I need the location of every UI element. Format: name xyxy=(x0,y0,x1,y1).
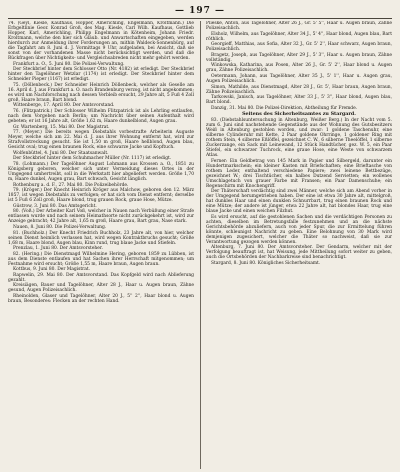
text-paragraph: Prenzlau, 1. Juni 80. Der Amtsvorsteher. xyxy=(13,246,103,252)
two-column-body xyxy=(8,21,392,469)
text-paragraph: Der Thäterschaft verdächtig sind zwei Männer, welche sich am Abend vorher in der Umgegend herumgetrieben haben. Der eine ist etwa 30 Jahre alt, mittelgroß, hat dunkles Haar und einen dunklen Schnurrbart, trug einen braunen Rock und eine Mütze; der andere ist jünger, etwa 22 Jahre alt, hat blondes Haar, trug eine blaue Jacke und einen weichen Filzhut. xyxy=(206,189,392,215)
text-paragraph: Gr. Wartenberg, 15. Mai 80. Der Magistrat. xyxy=(13,124,110,130)
page-number: — 197 — xyxy=(174,6,226,16)
text-paragraph: Wolfenbüttel, 4. Juni 80. Der Staatsanwalt. xyxy=(13,150,109,156)
text-paragraph: 74. (Geyl, Kiesle, Kaufhaus, Hopper, Americhling, Engelmann, Kroltmann.) Die Erbgeltlinie Geor. Konrad Groß, des Mag. Kiesle, Carl Wilh. Kaufhaus, Gottlieb Hopper, Karl, Americhling, Philipp Engelmann in Kötenheim, Johann Friedr. Kroltmann, welche den hier sich Gläub. und Anwartschaften eingegeben, werden hierdurch zur Anmeldung ihrer Forderungen an, mithin Waldeck-Sonnenbürg, auf die Tagfahrt am 8. Juni d. J. Vormittags 9 Uhr, aufgeladen, bei Ansicht, daß sie sonst von der vorhandenen Masse nicht berücksichtigt werden, und daß die Rückfragen über Nichtigkeits- und Vergleichsabreden nicht mehr gehört werden. xyxy=(8,21,194,61)
text-paragraph: Georgieff, Matthias, aus Sofia, Alter 32 J., Gr. 5' 2'', Haar schwarz, Augen braun, Polizeisachlich. xyxy=(206,42,392,53)
text-paragraph: Simon, Mathilde, aus Dienstmagd, Alter 28 J., Gr. 5', Haar braun, Augen braun, Zähne Polizeisachlich. xyxy=(206,84,392,95)
section-heading: Seitens des Sicherheitsamtes zu Stargard. xyxy=(242,110,356,117)
text-paragraph: 80. (Voß.) Der Arbeiter Karl Voß, welcher in Nauen nach Verbüßung einer Strafe entlassen wurde und nach seinem Heimathsorte nicht zurückgekehrt ist, wird zur Anzeige gebracht; 42 Jahre alt, 1,65 m groß, Haare grau, Bart grau, Nase stark. xyxy=(8,209,194,225)
text-paragraph: Nauen, 8. Juni 80. Die Polizei-Verwaltung. xyxy=(13,224,107,230)
text-paragraph: Stargard, 8. Juni 80. Königliches Sicherheitsamt. xyxy=(211,260,321,266)
text-paragraph: Elsholz, Wilhelm, aus Tagelöhner, Alter 34 J., 5' 4'', Haar blond, Augen blau, Bart röthlich. xyxy=(206,31,392,42)
text-paragraph: 81. (Buchholz.) Der Knecht Friedrich Buchholz, 23 Jahre alt, von hier, welcher seinen Dienst heimlich verlassen hat, wird wegen Kontraktbruchs gesucht; Größe 1,68 m, Haare blond, Augen blau, Kinn rund, trug blaue Jacke und Stiefeln. xyxy=(8,230,194,246)
text-paragraph: Oetermann, Johann, aus Tagelöhner, Alter 35 J., 5' 1'', Haar u. Augen grau, Augen Polizeisachlich. xyxy=(206,73,392,84)
left-column xyxy=(8,21,194,469)
text-paragraph: Kreisiägen, Bauer und Tagelöhner, Alter 28 J., Haar u. Augen braun, Zähne gesund, Augen Polizeisachlich. xyxy=(8,283,194,294)
text-paragraph: 82. (Hering.) Die Dienstmagd Wilhelmine Hering, geboren 1859 zu Lübben, ist aus dem Dienste entlaufen und hat Sachen ihrer Herrschaft mitgenommen; um Festnahme wird ersucht; Größe 1,55 m, Haare braun, Augen braun. xyxy=(8,251,194,267)
text-paragraph: 76. (Flitzpatrick.) Der Schlosser Wilhelm Flitzpatrick ist als Lehrling entlaufen, nach dem Vorgeben nach Berlin; um Nachricht über seinen Aufenthalt wird gebeten; er ist 16 Jahre alt, Größe 1,62 m, Haare dunkelblond, Augen grau. xyxy=(8,108,194,124)
text-paragraph: Rheinolden, Glaser und Tagelöhner, Alter 20 J., 5'' 2'', Haar blond u. Augen braun, Besonderes: Flecken an der rechten Hand. xyxy=(8,294,194,305)
text-paragraph: Altenburg, 7. Juni 80. Der Amtsvorsteher. Der Gendarm, welcher mit der Verfolgung beauftragt ist, hat Weisung, jede Mittheilung sofort weiter zu geben, auch die Ortsbehörden der Nachbarkreise sind benachrichtigt. xyxy=(206,245,392,261)
text-paragraph: 75. (Döllenbeck.) Der Schneider Heinrich Döllenbeck, welcher als Geselle am 16. April d. J. aus Frankfurt a. O. nach Brandenburg verzog, ist nicht angekommen; es wird um Nachforschung nach dessen Verbleib ersucht, 29 Jahre alt, 5 Fuß 4 Zoll groß, Haare braun, Bart blond. xyxy=(8,82,194,103)
text-paragraph: Wittenberge, 17. April 80. Der Amtsvorstand. xyxy=(13,103,115,109)
header-rule xyxy=(8,18,392,19)
text-paragraph: Kottbus, 9. Juni 80. Der Magistrat. xyxy=(13,267,91,273)
column-divider xyxy=(200,21,201,469)
text-paragraph: 79. (Kröger.) Der Knecht Heinrich Kröger aus Malchow, geboren den 12. März 1857, ist wegen Diebstahls zu verfolgen; er hat sich vom Dienst entfernt; derselbe ist 5 Fuß 6 Zoll groß, Haare blond, trug grauen Rock, graue Hose, Mütze. xyxy=(8,188,194,204)
text-paragraph: Ferner: Ein Geldbetrag von 145 Mark in Papier und Silbergeld, darunter ein Hundertmarkschein; ein kleiner Kasten mit Briefschaften; eine Brieftasche von rothem Leder, enthaltend verschiedene Papiere; zwei leinene Bettbezüge, gezeichnet W.; drei Tischtücher, ein halbes Dutzend Servietten; ein wollenes Umschlagetuch von grauer Farbe mit Fransen; ein Paar Damenschuhe; ein Regenschirm mit Knochengriff. xyxy=(206,158,392,189)
text-paragraph: Es wird ersucht, auf die gestohlenen Sachen und die verdächtigen Personen zu achten, dieselben im Betretungsfalle festzunehmen und an die nächste Gerichtsbehörde abzuliefern, auch von jeder Spur, die zur Ermittelung führen könnte, schleunigst Nachricht zu geben. Eine Belohnung von 30 Mark wird demjenigen zugesichert, welcher die Thäter so nachweist, daß sie zur Verantwortung gezogen werden können. xyxy=(206,214,392,245)
text-paragraph: 78. (Lohmann.) Der Tagelöhner August Lohmann aus Krossen a. O., 1851 zu Königsberg geboren, welcher sich unter Vermeidung dieses Ortes in der Umgegend umhertreibt, soll in die Werkstatt hier abgeliefert werden. Größe 1,70 m, Haare dunkel, Augen grau, Bart schwach, Gesicht länglich. xyxy=(8,161,194,182)
text-paragraph: Bragetz, Joseph, aus Tagelöhner, Alter 29 J., 5' 3'', Haar u. Augen braun, Zähne vollständig. xyxy=(206,52,392,63)
text-paragraph: Frankfurt a. O., 5. Juni 80. Die Polizei-Verwaltung. xyxy=(13,61,125,67)
text-paragraph: 83. (Diebstahlsuntersuchung in Altenburg, Weißer Berg.) In der Nacht vom 5. zum 6. Juni sind nachstehende Gegenstände aus der Wohnung des Gutsbesitzers Weiß in Altenburg gestohlen worden, und zwar: 1 goldene Taschenuhr, eine silberne Cylinderuhr mit Kette, 2 Paar goldene Ohrringe, 1 goldener Ring mit rothem Stein, 4 silberne Eßlöffel, gezeichnet C. W., 6 silberne Theelöffel, 1 silberne Zuckerzange, ein Sack mit Leinewand, 12 Stück Handtücher, gez. W. 5, ein Paar Stiefel, ein schwarzer Tuchrock, eine graue Hose, eine Weste von schwarzem Atlas. xyxy=(206,117,392,158)
text-paragraph: Der Steckbrief hinter dem Schlosser Otto (Nr. 4182) ist erledigt. Der Steckbrief hinter den Tagelöhner Wetzlar (1174) ist erledigt. Der Steckbrief hinter dem Schneider Pieper (1167) ist erledigt. xyxy=(8,67,194,83)
text-paragraph: 77. (Meyer.) Die bereits wegen Diebstahls vorbestrafte Arbeiterin Auguste Meyer, welche sich am 22. Mai d. J. aus ihrer Wohnung entfernt hat, wird zur Strafvollstreckung gesucht. Sie ist 1,50 m groß, Haare hellblond, Augen blau, Gesicht oval; trug einen braunen Rock, eine schwarze Jacke und Kopftuch. xyxy=(8,130,194,151)
text-paragraph: Der Steckbrief hinter dem Schuhmacher Müller (Nr. 1117) ist erledigt. xyxy=(13,156,172,162)
text-paragraph: Rothenburg a. d. F., 27. Mai 80. Die Polizeibehörde. xyxy=(13,182,129,188)
text-paragraph: Plieske, Anton, aus Tagelöhner, Alter 26 J., Gr. 5' 5'', Haar u. Augen braun, Zähne Polizeisachlich. xyxy=(206,21,392,31)
right-column xyxy=(206,21,392,469)
text-paragraph: Tarkowski, Janisch, aus Tagelöhner, Alter 33 J., 5' 3'', Haar blond, Augen blau, Bart blond. xyxy=(206,95,392,106)
text-paragraph: Rapwelin, 29. Mai 80. Der Amtsvorstand. Das Kopfgeld wird nach Ablieferung gezahlt. xyxy=(8,272,194,283)
text-paragraph: Danzig, 31. Mai 80. Die Polizei-Direktion, Abtheilung für Fremde. xyxy=(211,105,358,111)
text-paragraph: Winkowska, Katharina, aus Posen, Alter 26 J., Gr. 5' 2'', Haar blond u. Augen grau, Zähne Polizeisachlich. xyxy=(206,63,392,74)
text-paragraph: Güstrow, 3. Juni 80. Das Amtsgericht. xyxy=(13,203,97,209)
